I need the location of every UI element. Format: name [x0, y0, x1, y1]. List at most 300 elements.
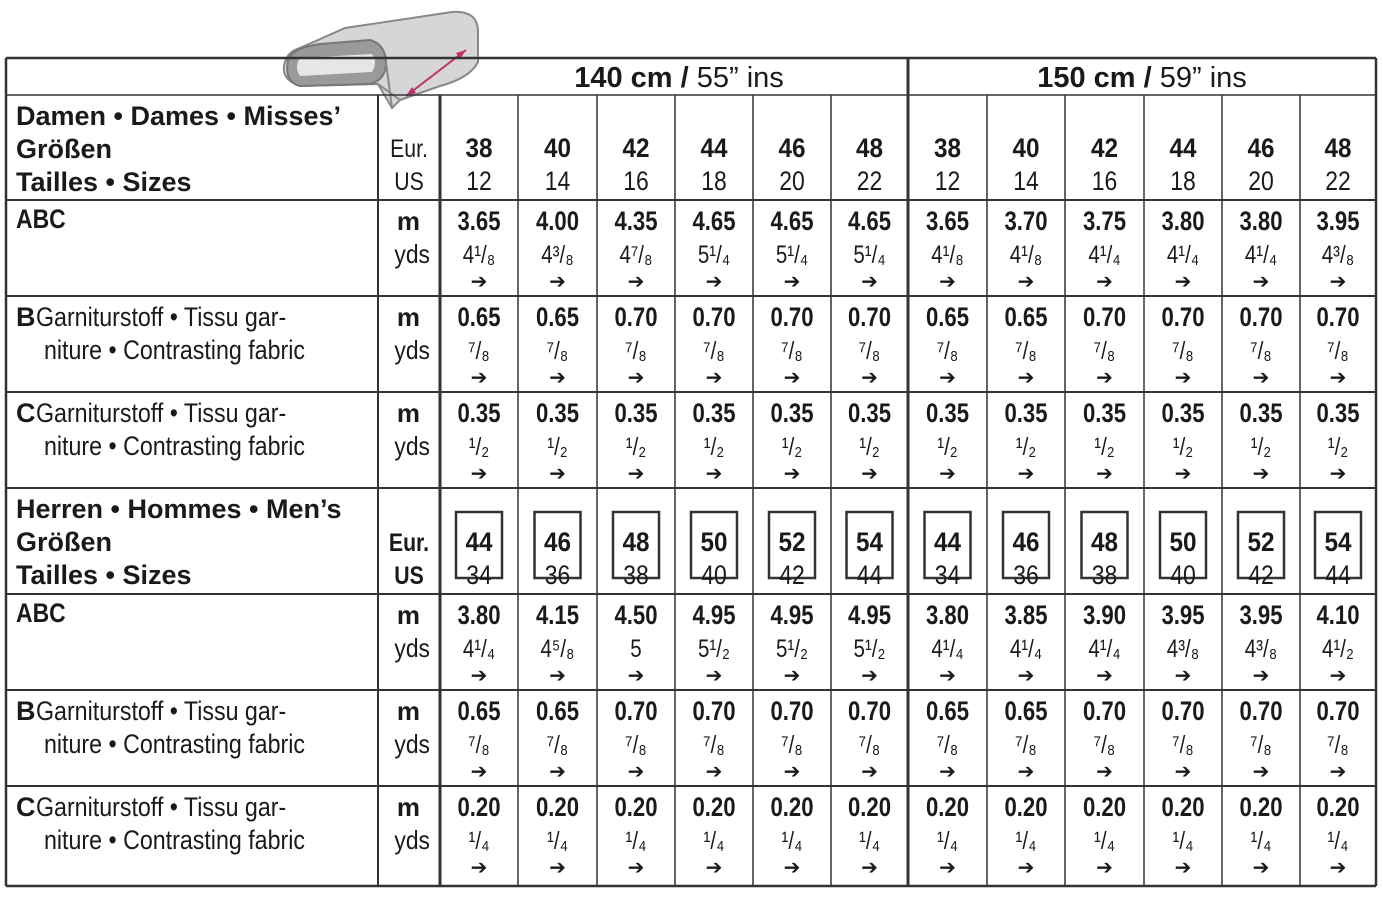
arrow-icon: ➔	[549, 463, 566, 485]
meters-value: 4.65	[847, 207, 892, 237]
eur-size: 44	[933, 527, 962, 558]
meters-value: 0.70	[770, 697, 814, 727]
yards-value: ⁷/₈	[781, 336, 803, 365]
unit-m-label: m	[396, 206, 420, 236]
meters-value: 3.80	[457, 601, 501, 631]
yards-value: ⁷/₈	[468, 336, 490, 365]
meters-value: 4.65	[692, 207, 736, 237]
arrow-icon: ➔	[1329, 761, 1347, 783]
us-size: 18	[1170, 166, 1196, 197]
arrow-icon: ➔	[470, 463, 488, 485]
meters-value: 3.70	[1004, 207, 1048, 237]
eur-size: 38	[465, 133, 493, 164]
yards-value: ⁷/₈	[936, 730, 959, 759]
fabric-description: Garniturstoff • Tissu gar-	[36, 696, 287, 727]
arrow-icon: ➔	[783, 665, 801, 687]
meters-value: 0.35	[1239, 399, 1283, 429]
unit-yds-label: yds	[394, 240, 430, 270]
yards-value: ¹/₄	[781, 826, 803, 855]
yards-value: 4⁷/₈	[619, 240, 653, 269]
yards-value: ⁷/₈	[625, 336, 647, 365]
unit-m-label: m	[396, 302, 420, 332]
eur-label: Eur.	[388, 528, 430, 557]
yards-value: ⁷/₈	[1327, 730, 1349, 759]
fabric-description: Garniturstoff • Tissu gar-	[36, 398, 287, 429]
us-label: US	[394, 561, 424, 590]
arrow-icon: ➔	[861, 367, 878, 389]
yards-value: ¹/₄	[625, 826, 647, 855]
meters-value: 4.35	[614, 207, 658, 237]
arrow-icon: ➔	[939, 367, 956, 389]
arrow-icon: ➔	[783, 463, 801, 485]
arrow-icon: ➔	[1174, 761, 1192, 783]
eur-size: 52	[778, 527, 806, 558]
us-size: 20	[779, 166, 805, 197]
size-group-label: Größen	[16, 134, 113, 164]
meters-value: 0.70	[770, 303, 814, 333]
meters-value: 4.95	[770, 601, 814, 631]
arrow-icon: ➔	[470, 857, 488, 879]
arrow-icon: ➔	[1096, 857, 1113, 879]
us-size: 20	[1248, 166, 1274, 197]
width-cm: 140 cm	[574, 62, 673, 94]
yards-value: ⁷/₈	[1172, 336, 1194, 365]
meters-value: 3.80	[1239, 207, 1283, 237]
width-separator: /	[672, 62, 697, 94]
meters-value: 4.65	[770, 207, 814, 237]
meters-value: 4.95	[847, 601, 892, 631]
arrow-icon: ➔	[939, 463, 956, 485]
size-group-label: Tailles • Sizes	[16, 167, 192, 197]
meters-value: 0.20	[1161, 793, 1205, 823]
eur-size: 48	[855, 133, 884, 164]
yards-value: 4¹/₄	[1088, 240, 1121, 269]
arrow-icon: ➔	[705, 761, 723, 783]
arrow-icon: ➔	[1174, 463, 1192, 485]
arrow-icon: ➔	[783, 271, 801, 293]
arrow-icon: ➔	[939, 857, 956, 879]
arrow-icon: ➔	[939, 761, 956, 783]
meters-value: 3.95	[1316, 207, 1360, 237]
view-label: ABC	[16, 598, 66, 629]
arrow-icon: ➔	[549, 857, 566, 879]
arrow-icon: ➔	[1329, 367, 1347, 389]
width-separator: /	[1135, 62, 1160, 94]
yards-value: 4¹/₄	[1166, 240, 1200, 269]
us-size: 18	[701, 166, 727, 197]
meters-value: 0.70	[1239, 697, 1283, 727]
yards-value: 5¹/₂	[853, 634, 886, 663]
yards-value: ¹/₄	[937, 826, 958, 855]
meters-value: 0.70	[692, 303, 736, 333]
us-size: 36	[1013, 560, 1039, 591]
meters-value: 0.20	[925, 793, 970, 823]
arrow-icon: ➔	[705, 367, 723, 389]
meters-value: 0.65	[925, 303, 970, 333]
yards-value: ¹/₄	[547, 826, 568, 855]
arrow-icon: ➔	[1329, 857, 1347, 879]
meters-value: 0.20	[847, 793, 892, 823]
unit-yds-label: yds	[394, 336, 430, 366]
yards-value: 4³/₈	[1321, 240, 1355, 269]
unit-m-label: m	[396, 398, 420, 428]
eur-size: 40	[543, 133, 572, 164]
meters-value: 0.70	[1161, 303, 1205, 333]
yards-value: ⁷/₈	[546, 730, 569, 759]
yards-value: ¹/₂	[937, 432, 958, 461]
us-size: 40	[1170, 560, 1196, 591]
yards-value: 4¹/₈	[462, 240, 496, 269]
us-size: 12	[934, 166, 961, 197]
arrow-icon: ➔	[705, 857, 723, 879]
view-label: B	[16, 302, 36, 332]
arrow-icon: ➔	[627, 463, 645, 485]
yards-value: ¹/₂	[547, 432, 568, 461]
arrow-icon: ➔	[1096, 463, 1113, 485]
yards-value: 4¹/₄	[1009, 634, 1043, 663]
us-size: 42	[779, 560, 805, 591]
arrow-icon: ➔	[705, 463, 723, 485]
fabric-description: niture • Contrasting fabric	[43, 335, 306, 366]
yards-value: ¹/₂	[1172, 432, 1194, 461]
meters-value: 0.20	[1239, 793, 1283, 823]
yards-value: ¹/₂	[703, 432, 725, 461]
arrow-icon: ➔	[470, 665, 488, 687]
unit-yds-label: yds	[394, 432, 430, 462]
meters-value: 0.20	[1316, 793, 1360, 823]
yards-value: ⁷/₈	[1015, 730, 1037, 759]
arrow-icon: ➔	[1252, 463, 1270, 485]
eur-size: 48	[1090, 527, 1119, 558]
us-size: 40	[701, 560, 727, 591]
width-inches: 59” ins	[1159, 62, 1247, 94]
arrow-icon: ➔	[1017, 367, 1035, 389]
meters-value: 0.70	[847, 697, 892, 727]
arrow-icon: ➔	[705, 665, 723, 687]
size-group-label: Tailles • Sizes	[16, 560, 192, 590]
eur-size: 48	[1324, 133, 1352, 164]
view-label: ABC	[16, 204, 66, 235]
eur-size: 50	[700, 527, 728, 558]
meters-value: 0.35	[1004, 399, 1048, 429]
arrow-icon: ➔	[783, 857, 801, 879]
us-size: 36	[544, 560, 571, 591]
eur-size: 54	[855, 527, 884, 558]
meters-value: 0.35	[770, 399, 814, 429]
eur-size: 44	[700, 133, 728, 164]
us-size: 34	[934, 560, 961, 591]
eur-label: Eur.	[390, 134, 428, 163]
fabric-description: niture • Contrasting fabric	[43, 729, 306, 760]
yards-value: ⁷/₈	[858, 730, 881, 759]
us-size: 22	[856, 166, 883, 197]
meters-value: 0.20	[770, 793, 814, 823]
meters-value: 0.20	[614, 793, 658, 823]
size-group-label: Größen	[16, 527, 113, 557]
arrow-icon: ➔	[1174, 665, 1192, 687]
eur-size: 42	[1090, 133, 1119, 164]
arrow-icon: ➔	[627, 761, 645, 783]
unit-m-label: m	[396, 696, 420, 726]
arrow-icon: ➔	[1329, 665, 1347, 687]
eur-size: 42	[622, 133, 650, 164]
yards-value: ¹/₄	[1015, 826, 1037, 855]
width-inches: 55” ins	[696, 62, 784, 94]
meters-value: 0.20	[457, 793, 501, 823]
us-size: 44	[856, 560, 883, 591]
yards-value: 5¹/₄	[697, 240, 731, 269]
meters-value: 0.20	[692, 793, 736, 823]
arrow-icon: ➔	[783, 761, 801, 783]
us-size: 44	[1325, 560, 1351, 591]
us-size: 16	[623, 166, 649, 197]
arrow-icon: ➔	[1329, 271, 1347, 293]
yards-value: ⁷/₈	[1250, 336, 1272, 365]
width-header-w150	[1037, 62, 1247, 94]
yards-value: ⁷/₈	[703, 336, 725, 365]
us-size: 12	[466, 166, 492, 197]
arrow-icon: ➔	[1017, 271, 1035, 293]
yards-value: ⁷/₈	[1015, 336, 1037, 365]
eur-size: 46	[543, 527, 572, 558]
arrow-icon: ➔	[549, 367, 566, 389]
arrow-icon: ➔	[1252, 367, 1270, 389]
arrow-icon: ➔	[627, 665, 645, 687]
meters-value: 0.70	[1316, 697, 1360, 727]
meters-value: 3.95	[1161, 601, 1205, 631]
yards-value: ⁷/₈	[781, 730, 803, 759]
eur-size: 52	[1247, 527, 1275, 558]
meters-value: 3.75	[1082, 207, 1127, 237]
yards-value: ⁷/₈	[1093, 730, 1116, 759]
yards-value: ¹/₄	[1327, 826, 1349, 855]
yards-value: ¹/₂	[468, 432, 490, 461]
arrow-icon: ➔	[1096, 367, 1113, 389]
arrow-icon: ➔	[861, 271, 878, 293]
yards-value: 4¹/₄	[1088, 634, 1121, 663]
unit-m-label: m	[396, 792, 420, 822]
us-size: 16	[1091, 166, 1118, 197]
yards-value: ⁷/₈	[936, 336, 959, 365]
us-size: 14	[1013, 166, 1039, 197]
arrow-icon: ➔	[627, 271, 645, 293]
us-size: 42	[1248, 560, 1274, 591]
arrow-icon: ➔	[861, 857, 878, 879]
meters-value: 4.10	[1316, 601, 1360, 631]
meters-value: 3.65	[925, 207, 970, 237]
yards-value: ¹/₄	[1172, 826, 1194, 855]
fabric-description: Garniturstoff • Tissu gar-	[36, 792, 287, 823]
eur-size: 44	[1169, 133, 1197, 164]
yards-value: 4¹/₈	[931, 240, 964, 269]
view-label: B	[16, 696, 36, 726]
meters-value: 0.20	[1082, 793, 1127, 823]
arrow-icon: ➔	[470, 271, 488, 293]
yards-value: 5	[630, 634, 642, 663]
eur-size: 46	[1012, 527, 1040, 558]
yards-value: 4⁵/₈	[540, 634, 575, 663]
eur-size: 50	[1169, 527, 1197, 558]
yards-value: ⁷/₈	[468, 730, 490, 759]
meters-value: 3.65	[457, 207, 501, 237]
yards-value: 4³/₈	[1244, 634, 1278, 663]
arrow-icon: ➔	[861, 665, 878, 687]
yards-value: 4³/₈	[541, 240, 574, 269]
eur-size: 48	[622, 527, 650, 558]
size-group-label: Damen • Dames • Misses’	[16, 101, 342, 131]
yards-value: ¹/₄	[859, 826, 880, 855]
yards-value: ¹/₄	[703, 826, 725, 855]
meters-value: 4.00	[535, 207, 580, 237]
eur-size: 46	[778, 133, 806, 164]
meters-value: 0.65	[457, 303, 501, 333]
arrow-icon: ➔	[939, 271, 956, 293]
meters-value: 0.35	[847, 399, 892, 429]
width-header-w140	[574, 62, 784, 94]
view-label: C	[16, 398, 36, 428]
arrow-icon: ➔	[549, 665, 566, 687]
meters-value: 0.35	[1161, 399, 1205, 429]
yards-value: 4¹/₄	[1244, 240, 1278, 269]
meters-value: 0.70	[614, 697, 658, 727]
yards-value: ⁷/₈	[1327, 336, 1349, 365]
arrow-icon: ➔	[549, 761, 566, 783]
meters-value: 0.35	[614, 399, 658, 429]
table-content	[16, 62, 1361, 879]
yards-value: ⁷/₈	[1250, 730, 1272, 759]
meters-value: 3.90	[1082, 601, 1127, 631]
fabric-description: niture • Contrasting fabric	[43, 825, 306, 856]
meters-value: 0.70	[614, 303, 658, 333]
arrow-icon: ➔	[627, 367, 645, 389]
arrow-icon: ➔	[1252, 665, 1270, 687]
us-size: 22	[1325, 166, 1351, 197]
yards-value: 4³/₈	[1166, 634, 1200, 663]
yards-value: 4¹/₈	[1009, 240, 1043, 269]
yards-value: ¹/₂	[1327, 432, 1349, 461]
view-label: C	[16, 792, 36, 822]
arrow-icon: ➔	[1017, 761, 1035, 783]
meters-value: 0.65	[457, 697, 501, 727]
yards-value: 4¹/₄	[462, 634, 496, 663]
arrow-icon: ➔	[861, 463, 878, 485]
size-group-label: Herren • Hommes • Men’s	[16, 494, 342, 524]
meters-value: 0.20	[1004, 793, 1048, 823]
eur-size: 54	[1324, 527, 1352, 558]
yards-value: ¹/₂	[1015, 432, 1037, 461]
eur-size: 44	[465, 527, 493, 558]
yards-value: 5¹/₂	[698, 634, 730, 663]
meters-value: 0.65	[1004, 303, 1048, 333]
yards-value: ⁷/₈	[1172, 730, 1194, 759]
meters-value: 0.35	[457, 399, 501, 429]
yards-value: ⁷/₈	[625, 730, 647, 759]
meters-value: 4.95	[692, 601, 736, 631]
arrow-icon: ➔	[1017, 665, 1035, 687]
arrow-icon: ➔	[783, 367, 801, 389]
meters-value: 3.95	[1239, 601, 1283, 631]
arrow-icon: ➔	[1017, 463, 1035, 485]
eur-size: 38	[933, 133, 962, 164]
yards-value: ¹/₂	[781, 432, 803, 461]
meters-value: 0.20	[535, 793, 580, 823]
us-size: 14	[544, 166, 571, 197]
width-cm: 150 cm	[1037, 62, 1136, 94]
eur-size: 46	[1247, 133, 1275, 164]
yards-value: ¹/₂	[1094, 432, 1115, 461]
meters-value: 0.70	[1082, 303, 1127, 333]
arrow-icon: ➔	[1174, 367, 1192, 389]
meters-value: 0.70	[1239, 303, 1283, 333]
meters-value: 0.70	[692, 697, 736, 727]
meters-value: 0.35	[925, 399, 970, 429]
meters-value: 0.70	[847, 303, 892, 333]
meters-value: 3.85	[1004, 601, 1048, 631]
arrow-icon: ➔	[470, 761, 488, 783]
fabric-bolt-icon	[284, 12, 478, 108]
arrow-icon: ➔	[549, 271, 566, 293]
yards-value: 4¹/₂	[1322, 634, 1354, 663]
yards-value: 4¹/₄	[931, 634, 964, 663]
arrow-icon: ➔	[1096, 761, 1113, 783]
arrow-icon: ➔	[1252, 271, 1270, 293]
arrow-icon: ➔	[1174, 271, 1192, 293]
unit-m-label: m	[396, 600, 420, 630]
meters-value: 0.70	[1316, 303, 1360, 333]
yards-value: 5¹/₄	[853, 240, 886, 269]
meters-value: 0.65	[535, 303, 580, 333]
arrow-icon: ➔	[939, 665, 956, 687]
yards-value: ¹/₂	[859, 432, 880, 461]
meters-value: 0.65	[925, 697, 970, 727]
meters-value: 0.70	[1161, 697, 1205, 727]
arrow-icon: ➔	[1252, 857, 1270, 879]
meters-value: 4.50	[614, 601, 658, 631]
arrow-icon: ➔	[861, 761, 878, 783]
yards-value: ¹/₄	[1094, 826, 1115, 855]
yards-value: 5¹/₄	[775, 240, 809, 269]
us-size: 38	[623, 560, 649, 591]
yards-value: ⁷/₈	[546, 336, 569, 365]
eur-size: 40	[1012, 133, 1040, 164]
arrow-icon: ➔	[1096, 665, 1113, 687]
arrow-icon: ➔	[1174, 857, 1192, 879]
arrow-icon: ➔	[627, 857, 645, 879]
unit-yds-label: yds	[394, 634, 430, 664]
meters-value: 0.35	[1316, 399, 1360, 429]
arrow-icon: ➔	[1329, 463, 1347, 485]
fabric-description: Garniturstoff • Tissu gar-	[36, 302, 287, 333]
arrow-icon: ➔	[470, 367, 488, 389]
us-label: US	[394, 167, 424, 196]
arrow-icon: ➔	[1096, 271, 1113, 293]
meters-value: 0.65	[1004, 697, 1048, 727]
meters-value: 0.65	[535, 697, 580, 727]
meters-value: 3.80	[925, 601, 970, 631]
yards-value: ¹/₄	[468, 826, 490, 855]
unit-yds-label: yds	[394, 730, 430, 760]
yards-value: ⁷/₈	[703, 730, 725, 759]
arrow-icon: ➔	[1252, 761, 1270, 783]
yards-value: 5¹/₂	[776, 634, 808, 663]
yards-value: ⁷/₈	[858, 336, 881, 365]
unit-yds-label: yds	[394, 826, 430, 856]
yards-value: ¹/₄	[1250, 826, 1272, 855]
yards-value: ¹/₂	[625, 432, 647, 461]
meters-value: 0.35	[692, 399, 736, 429]
meters-value: 0.35	[1082, 399, 1127, 429]
meters-value: 0.35	[535, 399, 580, 429]
